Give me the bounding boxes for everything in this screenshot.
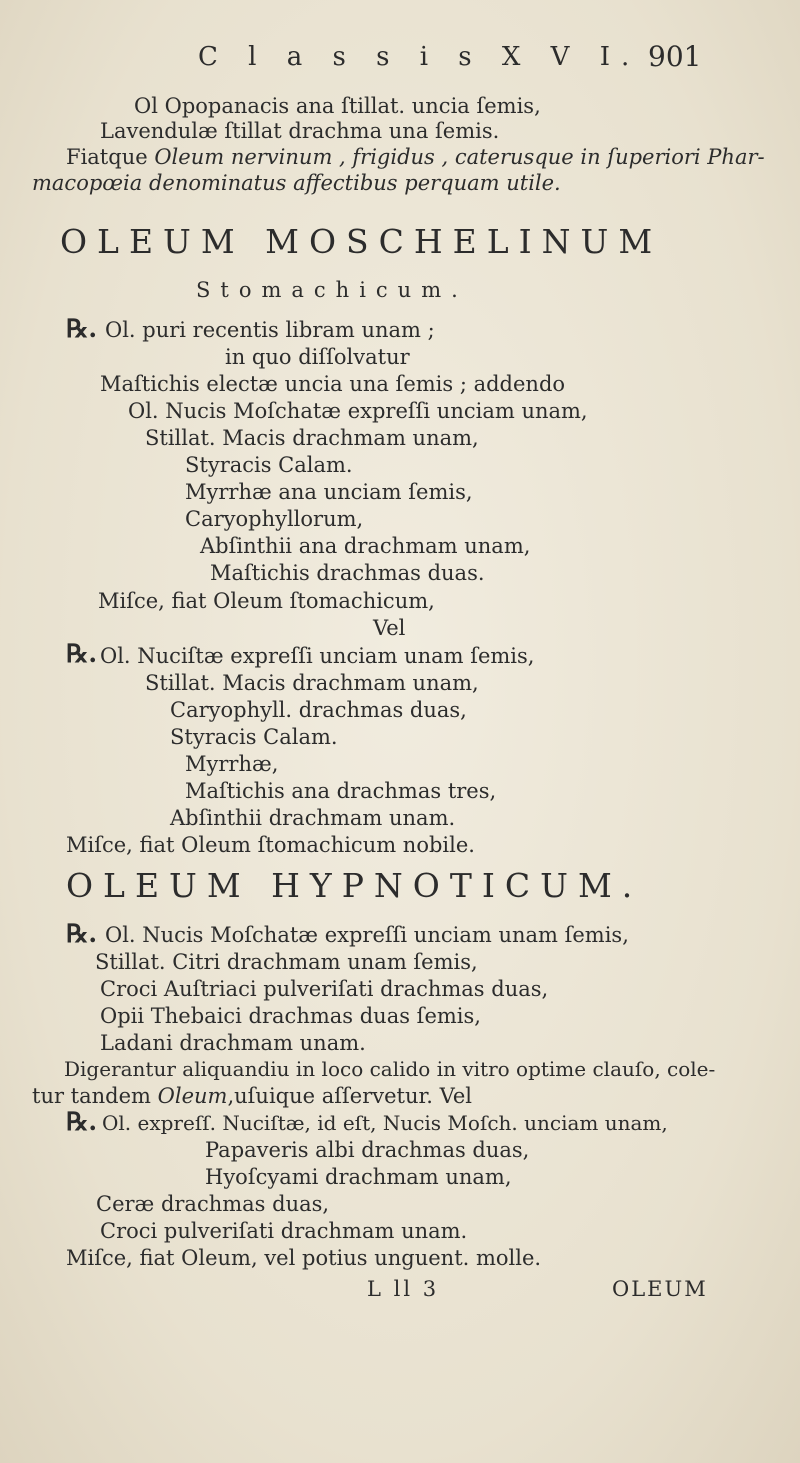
recipe-line: Croci Auſtriaci pulveriſati drachmas duas,	[100, 977, 549, 1001]
page-number: 901	[648, 40, 702, 73]
section-title: OLEUM HYPNOTICUM.	[66, 866, 643, 905]
recipe-line: Abſinthii drachmam unam.	[170, 806, 456, 830]
recipe-line: Hyoſcyami drachmam unam,	[205, 1165, 512, 1189]
recipe-line: Papaveris albi drachmas duas,	[205, 1138, 530, 1162]
recipe-line: Maſtichis electæ uncia una ſemis ; addendo	[100, 372, 566, 396]
recipe-line: Croci pulveriſati drachmam unam.	[100, 1219, 468, 1243]
catchword: OLEUM	[612, 1277, 708, 1301]
recipe-line: Ol. Nucis Moſchatæ expreſſi unciam unam,	[128, 399, 588, 423]
recipe-line: Myrrhæ,	[185, 752, 279, 776]
recipe-line: Miſce, fiat Oleum ſtomachicum,	[98, 589, 435, 613]
recipe-line: Ladani drachmam unam.	[100, 1031, 366, 1055]
recipe-line: Vel	[373, 616, 406, 640]
recipe-italic: Oleum	[157, 1084, 228, 1108]
intro-line: macopœia denominatus affectibus perquam utile.	[32, 171, 561, 195]
recipe-line: Abſinthii ana drachmam unam,	[200, 534, 531, 558]
recipe-line: Styracis Calam.	[170, 725, 338, 749]
recipe-line	[32, 1083, 472, 1109]
recipe-line: Caryophyll. drachmas duas,	[170, 698, 467, 722]
recipe-line: Maſtichis ana drachmas tres,	[185, 779, 497, 803]
recipe-line: Miſce, fiat Oleum, vel potius unguent. molle.	[66, 1246, 542, 1270]
recipe-line: Myrrhæ ana unciam ſemis,	[185, 480, 473, 504]
recipe-line: Caryophyllorum,	[185, 507, 364, 531]
signature-mark: L ll 3	[367, 1277, 440, 1301]
recipe-line: Ol. Nuciſtæ expreſſi unciam unam ſemis,	[100, 644, 535, 668]
recipe-line: Ceræ drachmas duas,	[96, 1192, 330, 1216]
recipe-text: tur tandem	[32, 1084, 151, 1108]
recipe-line: Opii Thebaici drachmas duas ſemis,	[100, 1004, 481, 1028]
running-title: C l a s s i s X V I.	[198, 42, 641, 72]
recipe-line: Maſtichis drachmas duas.	[210, 561, 485, 585]
recipe-text: ,uſuique aſſervetur. Vel	[227, 1084, 472, 1108]
recipe-line: Stillat. Macis drachmam unam,	[145, 671, 479, 695]
recipe-symbol: ℞.	[66, 919, 98, 948]
section-subtitle: Stomachicum.	[196, 278, 468, 302]
intro-line: Ol Opopanacis ana ſtillat. uncia ſemis,	[134, 94, 541, 118]
recipe-line: Stillat. Macis drachmam unam,	[145, 426, 479, 450]
recipe-line: Miſce, fiat Oleum ſtomachicum nobile.	[66, 833, 475, 857]
recipe-symbol: ℞.	[66, 1107, 98, 1136]
intro-line: Lavendulæ ſtillat drachma una ſemis.	[100, 119, 500, 143]
recipe-line: in quo diſſolvatur	[225, 345, 410, 369]
recipe-line: Ol. Nucis Moſchatæ expreſſi unciam unam ſemis,	[105, 923, 629, 947]
recipe-symbol: ℞.	[66, 639, 98, 668]
recipe-line: Digerantur aliquandiu in loco calido in vitro optime clauſo, cole-	[64, 1057, 716, 1081]
section-title: OLEUM MOSCHELINUM	[60, 222, 663, 261]
recipe-line: Ol. expreſſ. Nuciſtæ, id eſt, Nucis Moſch. unciam unam,	[102, 1111, 668, 1135]
intro-line	[66, 144, 765, 170]
recipe-symbol: ℞.	[66, 314, 98, 343]
recipe-line: Stillat. Citri drachmam unam ſemis,	[95, 950, 478, 974]
recipe-line: Ol. puri recentis libram unam ;	[105, 318, 435, 342]
intro-italic: Oleum nervinum , frigidus , caterusque in ſuperiori Phar-	[154, 145, 765, 169]
recipe-line: Styracis Calam.	[185, 453, 353, 477]
intro-word: Fiatque	[66, 145, 148, 169]
